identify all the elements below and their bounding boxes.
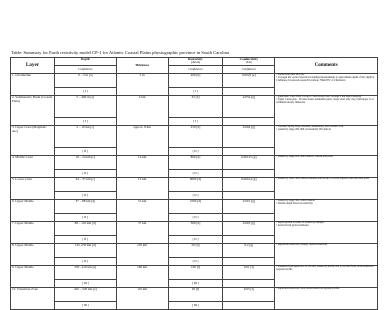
layer-header: Layer xyxy=(11,58,55,74)
thickness-cell: 57 km xyxy=(116,222,168,244)
depth-cell: 10 – 24 km [c] xyxy=(54,156,116,170)
resistivity-confidence-cell: [ II ] xyxy=(168,148,223,156)
comment-line: • resistivity range 300–10000 ohm-m xyxy=(276,199,315,202)
resistivity-confidence-cell: [ II ] xyxy=(168,258,223,266)
table-row xyxy=(11,222,378,236)
layer-cell: 7. Upper Mantle xyxy=(11,222,55,244)
conductivity-cell: 0.05 [f] xyxy=(223,288,275,302)
table-row xyxy=(11,156,378,170)
resistivity-confidence-cell: [ I ] xyxy=(168,88,223,96)
conductivity-label: Conductivity xyxy=(239,57,258,61)
comment-line: • Pleistocene sand and clay xyxy=(276,73,305,76)
resistivity-cell: 100 [f] xyxy=(168,266,223,280)
comment-line: • averaged the vertical electrical sounding measurements to approximate depth of 5m; depth at Clubhouse Crossroads research borehole, 78km NW of Charleston xyxy=(276,75,375,82)
thickness-header: Thickness xyxy=(116,58,168,74)
comments-header: Comments xyxy=(275,58,378,74)
table-title: Table: Summary for Earth resistivity model CP-1 for Atlantic Coastal Plains physiographic province in South Carolina xyxy=(11,50,229,55)
conductivity-cell: 0.2 [g] xyxy=(223,244,275,258)
thickness-cell: 105 km xyxy=(116,244,168,266)
comments-cell xyxy=(275,244,378,266)
resistivity-cell: 1000 [d] xyxy=(168,200,223,214)
comment-line: • transition from upper ent. to 250 km; resistivity profile 200 to 410 km from North American regional profile xyxy=(276,265,374,271)
layer-cell: 4. Middle Crust xyxy=(11,156,55,178)
resistivity-confidence-cell: [ II ] xyxy=(168,236,223,244)
table-row xyxy=(11,178,378,192)
table-row xyxy=(11,74,378,88)
depth-cell: 250 –410 km [e] xyxy=(54,266,116,280)
thickness-cell: 51 km xyxy=(116,200,168,222)
layer-cell: 3. Upper Crust (Magmatic Arc) xyxy=(11,126,55,156)
conductivity-cell: 0.004 [g] xyxy=(223,126,275,148)
layer-cell: 10. Transition Zone xyxy=(11,288,55,310)
comments-cell xyxy=(275,178,378,200)
resistivity-cell: 250 [d] xyxy=(168,126,223,148)
resistivity-cell: 300 [d] xyxy=(168,222,223,236)
resistivity-confidence-cell: [ I ] xyxy=(168,118,223,126)
table-row xyxy=(11,266,378,280)
resistivity-table xyxy=(10,57,378,310)
comment-line: • glauconitic clays from 1 m up to 3 km along coast; average 2 km depth assigned xyxy=(276,95,362,98)
table-row xyxy=(11,288,378,302)
comments-cell xyxy=(275,74,378,96)
depth-header: Depth xyxy=(54,58,116,66)
conductivity-cell: 0.003 [g] xyxy=(223,222,275,236)
resistivity-confidence-cell: [ III ] xyxy=(168,280,223,288)
resistivity-confidence-cell: [ II ] xyxy=(168,214,223,222)
depth-confidence-cell: [ II ] xyxy=(54,214,116,222)
conductivity-unit: (S/m) xyxy=(245,60,252,64)
table-body xyxy=(11,74,378,310)
depth-confidence-cell: [ III ] xyxy=(54,280,116,288)
table-row xyxy=(11,244,378,258)
comments-cell xyxy=(275,266,378,288)
conductivity-cell: 0.0025 [e] xyxy=(223,74,275,88)
depth-cell: 88 – 145 km [d] xyxy=(54,222,116,236)
comments-cell xyxy=(275,156,378,178)
resistivity-unit: (ohm-m) xyxy=(190,60,201,64)
resistivity-confidence-header: Confidence xyxy=(168,66,223,74)
resistivity-cell: 6000 [d] xyxy=(168,178,223,192)
layer-cell: 8. Upper Mantle xyxy=(11,244,55,266)
thickness-cell: 13 km xyxy=(116,178,168,200)
resistivity-cell: 800 [d] xyxy=(168,156,223,170)
resistivity-header xyxy=(168,58,223,66)
depth-cell: 0 – 5 m [a] xyxy=(54,74,116,88)
depth-cell: 24 – 37 km [c] xyxy=(54,178,116,192)
resistivity-cell: 32 [b] xyxy=(168,96,223,118)
comment-line: • resistivity range 200–800, horizontally 200 ohm-m xyxy=(276,127,331,131)
depth-cell: 145–250 km [d] xyxy=(54,244,116,258)
resistivity-confidence-cell: [ II ] xyxy=(168,192,223,200)
depth-confidence-cell: [ II ] xyxy=(54,258,116,266)
depth-confidence-cell: [ II ] xyxy=(54,148,116,156)
comment-line: • duplicated resistivity from North American regional profile xyxy=(276,287,340,290)
depth-cell: 5 – 400 m [a] xyxy=(54,96,116,118)
conductivity-cell: 0.00014 [g] xyxy=(223,178,275,192)
thickness-cell: approx. 8 km xyxy=(116,126,168,156)
depth-confidence-cell: [ II ] xyxy=(54,192,116,200)
depth-confidence-cell: [ I ] xyxy=(54,88,116,96)
comment-line: • Upper Cretaceous – Eocene clastic sediments (sand, clayey sand, silty clay) with upper ¼ of sediments mostly limestone xyxy=(276,97,374,104)
thickness-cell: 14 km xyxy=(116,156,168,178)
comments-cell xyxy=(275,126,378,156)
comments-cell xyxy=(275,200,378,222)
conductivity-cell: 0.032 [g] xyxy=(223,96,275,118)
depth-confidence-cell: [ I ] xyxy=(54,118,116,126)
comment-line: • significant resistivity change; layered resistivity xyxy=(276,243,328,246)
resistivity-label: Resistivity xyxy=(188,57,203,61)
comments-cell xyxy=(275,222,378,244)
conductivity-cell: 0.00125 [g] xyxy=(223,156,275,170)
comments-cell xyxy=(275,96,378,126)
depth-confidence-cell: [ III ] xyxy=(54,302,116,310)
thickness-cell: 110 km xyxy=(116,288,168,310)
layer-cell: 6. Upper Mantle xyxy=(11,200,55,222)
resistivity-confidence-cell: [ II ] xyxy=(168,170,223,178)
resistivity-confidence-cell: [ III ] xyxy=(168,302,223,310)
resistivity-cell: 20 [f] xyxy=(168,288,223,302)
depth-cell: 410 – 520 km [e] xyxy=(54,288,116,302)
table-row xyxy=(11,126,378,148)
layer-cell: 5. Lower Crust xyxy=(11,178,55,200)
depth-confidence-cell: [ II ] xyxy=(54,170,116,178)
comment-line: • derived from global estimates xyxy=(276,223,309,227)
depth-confidence-cell: [ II ] xyxy=(54,236,116,244)
conductivity-cell: 0.01 [f] xyxy=(223,266,275,280)
conductivity-cell: 0.001 [g] xyxy=(223,200,275,214)
layer-cell: 9. Upper Mantle xyxy=(11,266,55,288)
resistivity-cell: 50 [d] xyxy=(168,244,223,258)
layer-cell: 2. Sedimentary Basin (Coastal Plain) xyxy=(11,96,55,126)
depth-cell: 37 – 88 km [d] xyxy=(54,200,116,214)
table-row xyxy=(11,96,378,118)
thickness-cell: 160 km xyxy=(116,266,168,288)
table-row xyxy=(11,200,378,214)
thickness-cell: 2 km xyxy=(116,96,168,126)
depth-confidence-header: Confidence xyxy=(54,66,116,74)
header-row xyxy=(11,58,378,66)
comment-line: • 404 km depth based on resistivity xyxy=(276,201,313,205)
comment-line: • depths picked on basis of resistivity changes xyxy=(276,221,324,224)
comments-cell xyxy=(275,288,378,310)
thickness-cell: 5 m xyxy=(116,74,168,96)
conductivity-confidence-header: Confidence xyxy=(223,66,275,74)
depth-cell: 2 – 10 km [c] xyxy=(54,126,116,148)
resistivity-cell: 400 [d] xyxy=(168,74,223,88)
layer-cell: 1. Overburden xyxy=(11,74,55,96)
comment-line: • Carolina Spring Hope Terranes; sedimentary and volcanic rock xyxy=(276,125,344,128)
conductivity-header xyxy=(223,58,275,66)
conductivity-confidence-cell xyxy=(223,302,275,310)
comment-line: • resistivity range 200–1600 ohm-m, chosen mid point xyxy=(276,155,333,158)
comment-line: • resistivity 1000–3000 ohm-m beneath one but up to 10,000 adjacent and used mid point xyxy=(276,177,370,180)
